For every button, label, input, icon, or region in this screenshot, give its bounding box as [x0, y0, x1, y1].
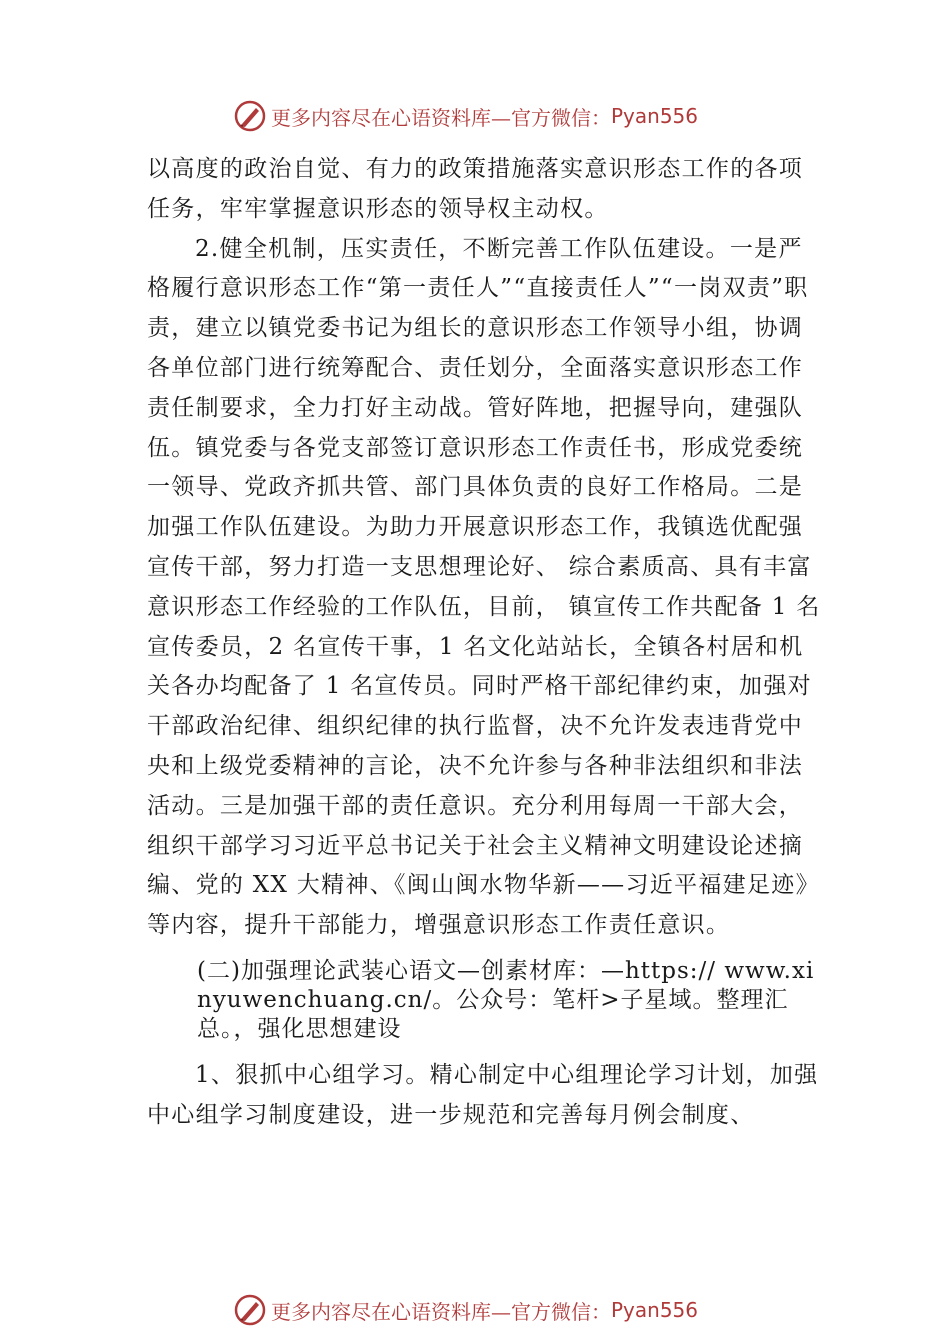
pen-seal-icon: [233, 99, 267, 133]
paragraph-continuation: 以高度的政治自觉、有力的政策措施落实意识形态工作的各项任务，牢牢掌握意识形态的领导权主动权。: [147, 156, 804, 222]
document-body: [147, 150, 827, 1136]
section-heading-theory: (二)加强理论武装心语文—创素材库：—https:// www.xinyuwenchuang.cn/。公众号：笔杆>子星域。整理汇总。，强化思想建设: [197, 957, 815, 1042]
footer-wechat-id: Pyan556: [611, 1298, 699, 1322]
pen-seal-icon: [233, 1293, 267, 1327]
header-banner-text: 更多内容尽在心语资料库—官方微信：: [271, 105, 611, 130]
header-wechat-id: Pyan556: [611, 104, 699, 128]
paragraph-central-group: 1、狠抓中心组学习。精心制定中心组理论学习计划，加强中心组学习制度建设，进一步规范和完善每月例会制度、: [147, 1061, 819, 1128]
paragraph-mechanism: 2.健全机制，压实责任，不断完善工作队伍建设。一是严格履行意识形态工作“第一责任人”“直接责任人”“一岗双责”职责，建立以镇党委书记为组长的意识形态工作领导小组，协调各单位部门进行统筹配合、责任划分，全面落实意识形态工作责任制要求，全力打好主动战。管好阵地，把握导向，建强队伍。镇党委与各党支部签订意识形态工作责任书，形成党委统一领导、党政齐抓共管、部门具体负责的良好工作格局。二是加强工作队伍建设。为助力开展意识形态工作，我镇选优配强宣传干部，努力打造一支思想理论好、 综合素质高、具有丰富意识形态工作经验的工作队伍，目前， 镇宣传工作共配备 1 名宣传委员，2 名宣传干事，1 名文化站站长，全镇各村居和机关各办均配备了 1 名宣传员。同时严格干部纪律约束，加强对干部政治纪律、组织纪律的执行监督，决不允许发表违背党中央和上级党委精神的言论，决不允许参与各种非法组织和非法活动。三是加强干部的责任意识。充分利用每周一干部大会，组织干部学习习近平总书记关于社会主义精神文明建设论述摘编、党的 XX 大精神、《闽山闽水物华新——习近平福建足迹》等内容，提升干部能力，增强意识形态工作责任意识。: [147, 235, 821, 939]
footer-banner: [233, 1290, 698, 1330]
header-banner: [233, 96, 698, 136]
footer-banner-text: 更多内容尽在心语资料库—官方微信：: [271, 1299, 611, 1324]
